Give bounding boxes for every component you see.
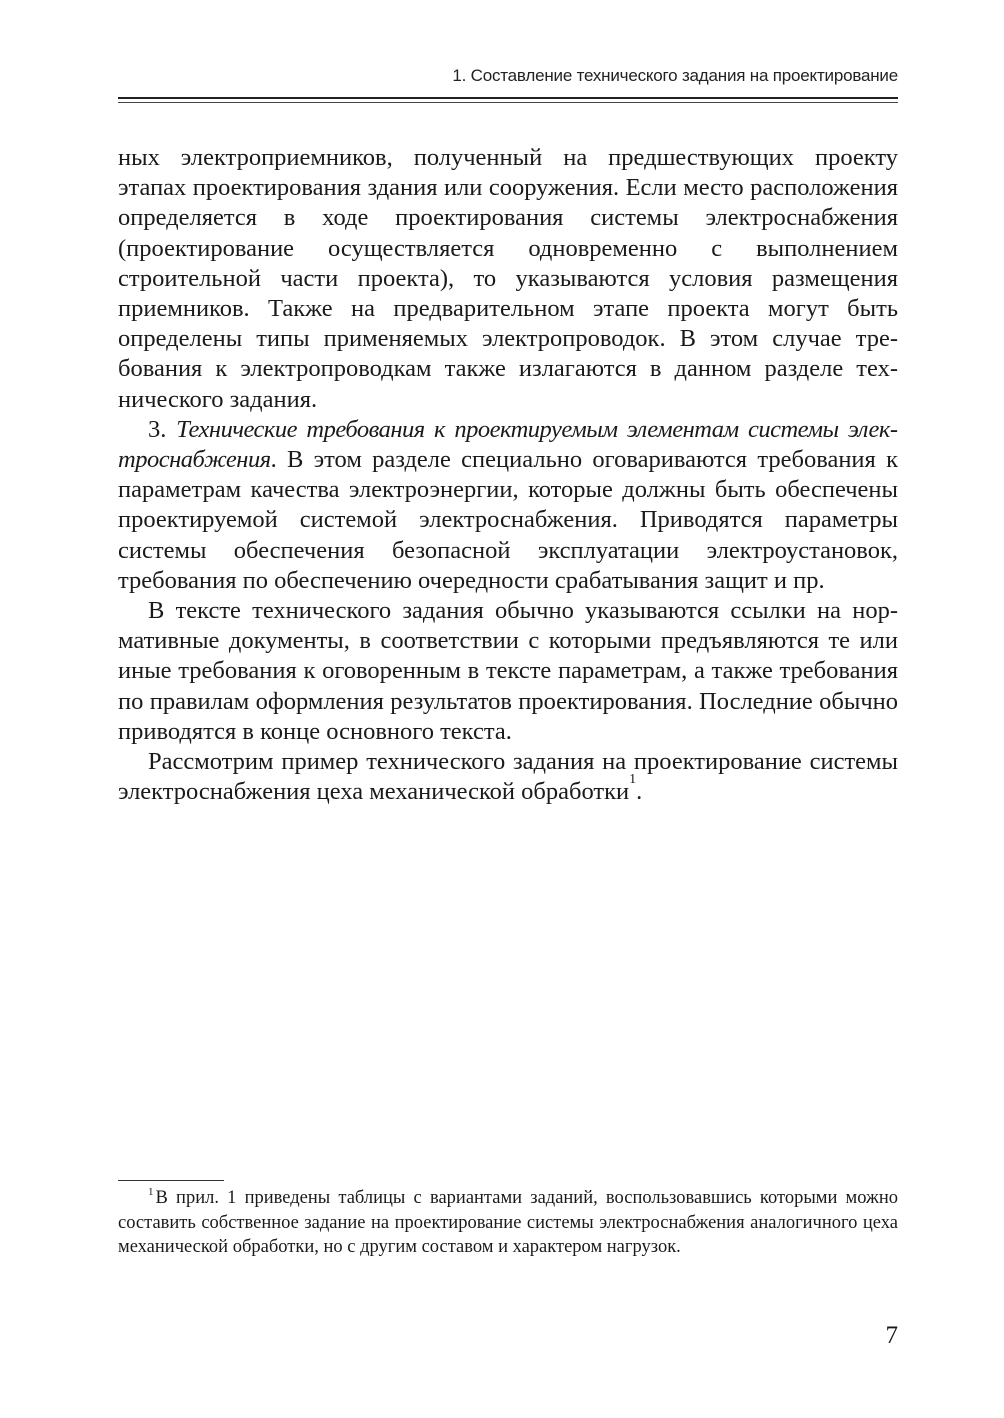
footnote-separator [118,1180,224,1181]
header-rule-thick [118,97,898,99]
paragraph-4-text: Рассмотрим пример технического задания на проектирование системы электроснабжения цеха механической обработки [118,748,898,806]
main-text [118,143,898,807]
footnote-paragraph [118,1186,898,1260]
footnote-marker: 1 [148,1186,154,1198]
page-number: 7 [885,1322,898,1349]
footnote-text: В прил. 1 приведены таблицы с вариантами заданий, воспользовавшись которыми можно составить собственное задание на проектирование системы электроснабжения аналогичного цеха механической обработки, но с другим составом и характером нагрузок. [118,1188,898,1257]
paragraph-4-end: . [636,778,643,806]
paragraph-4 [118,747,898,807]
paragraph-2-text: . В этом разделе специально оговариваются требования к параметрам качества электроэнергии, которые должны быть обеспечены проектируемой системой электроснабжения. Приводятся параметры системы обеспечения безопасной эксплуатации электроустановок, требования по обеспечению очередности срабатывания защит и пр. [118,446,898,594]
section-number: 3. [148,415,167,443]
paragraph-1: ных электроприемников, полученный на предшествующих проекту этапах проектирования здания или сооружения. Если место расположения определяется в ходе проектирования системы электроснабжения (проектирование осуществляется одновременно с выполнением строительной части проекта), то указываются условия размещения приемников. Также на предварительном этапе проекта могут быть определены типы применяемых электропроводок. В этом случае требования к электропроводкам также излагаются в данном разделе технического задания. [118,144,898,413]
paragraph-3: В тексте технического задания обычно указываются ссылки на нормативные документы, в соответствии с которыми предъявляются те или иные требования к оговоренным в тексте параметрам, а также требования по правилам оформления результатов проектирования. Последние обычно приводятся в конце основного текста. [118,597,898,745]
paragraph-2 [118,415,898,596]
running-header: 1. Составление технического задания на проектирование [452,66,898,85]
section-title-italic: Технические требования к проектируемым элементам системы электроснабжения [118,415,899,474]
header-rule-thin [118,102,898,103]
footnote [118,1186,898,1260]
footnote-reference[interactable]: 1 [629,772,637,788]
